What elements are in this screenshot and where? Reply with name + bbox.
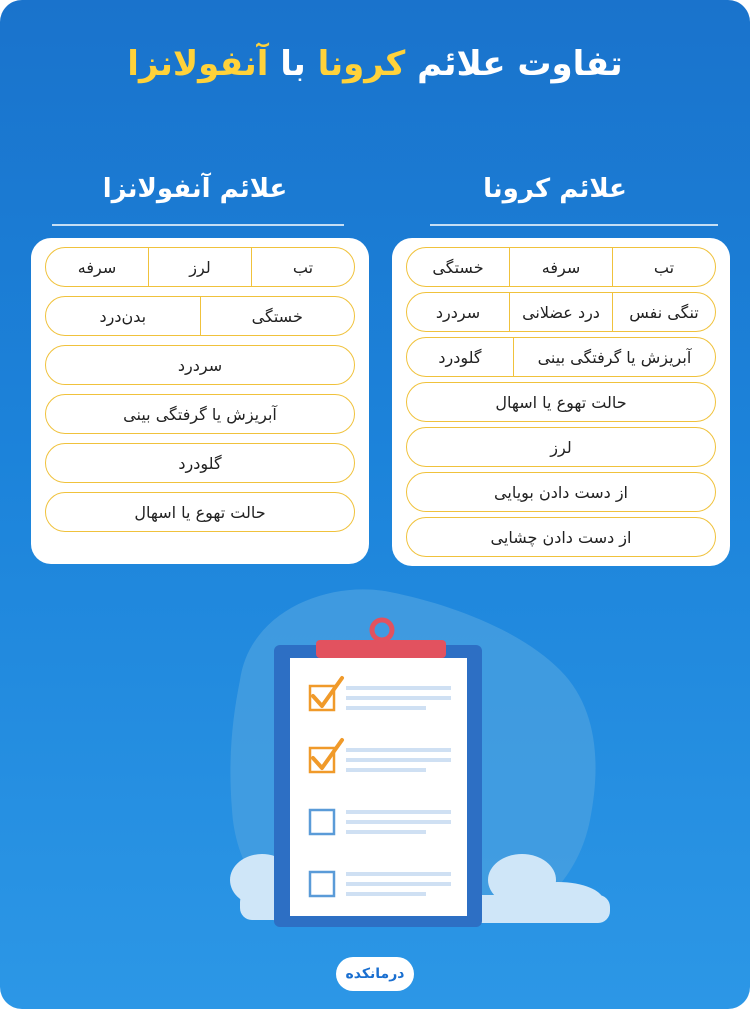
title-highlight-corona: کرونا (317, 44, 406, 84)
symptom-cell: بدن‌درد (99, 306, 147, 326)
flu-heading: علائم آنفولانزا (102, 174, 288, 204)
symptom-cell: سردرد (435, 302, 481, 322)
symptom-cell: تب (612, 248, 715, 286)
brand-logo (335, 955, 415, 993)
symptom-cell: سرفه (77, 257, 117, 277)
page-title (0, 44, 750, 84)
corona-divider (430, 224, 718, 226)
flu-row (45, 247, 355, 287)
symptom-cell: گلودرد (438, 347, 482, 367)
symptom-cell: تب (251, 248, 354, 286)
corona-heading: علائم کرونا (483, 174, 627, 204)
symptom-cell: از دست دادن چشایی (490, 527, 632, 547)
corona-row (406, 427, 716, 467)
corona-row (406, 382, 716, 422)
title-part-3: با (280, 44, 306, 84)
corona-row (406, 337, 716, 377)
symptom-cell: آبریزش یا گرفتگی بینی (123, 404, 277, 424)
flu-row (45, 296, 355, 336)
flu-row (45, 394, 355, 434)
symptom-cell: آبریزش یا گرفتگی بینی (513, 338, 715, 376)
corona-symptoms-card (392, 238, 730, 566)
corona-row (406, 292, 716, 332)
flu-row (45, 443, 355, 483)
symptom-cell: سردرد (177, 355, 223, 375)
symptom-cell: درد عضلانی (509, 293, 612, 331)
flu-row (45, 492, 355, 532)
symptom-cell: لرز (550, 437, 572, 457)
symptom-cell: تنگی نفس (612, 293, 715, 331)
flu-symptoms-card (31, 238, 369, 564)
symptom-cell: از دست دادن بویایی (494, 482, 628, 502)
corona-row (406, 247, 716, 287)
corona-row (406, 517, 716, 557)
symptom-cell: لرز (148, 248, 251, 286)
flu-divider (52, 224, 344, 226)
title-highlight-flu: آنفولانزا (127, 44, 269, 84)
title-part-1: تفاوت علائم (417, 44, 623, 84)
symptom-cell: حالت تهوع یا اسهال (134, 502, 266, 522)
flu-row (45, 345, 355, 385)
corona-row (406, 472, 716, 512)
symptom-cell: خستگی (432, 257, 484, 277)
clipboard-illustration (0, 570, 750, 950)
logo-text: درمانکده (345, 966, 405, 982)
symptom-cell: خستگی (200, 297, 355, 335)
symptom-cell: سرفه (509, 248, 612, 286)
clipboard-clip (316, 640, 446, 658)
symptom-cell: حالت تهوع یا اسهال (495, 392, 627, 412)
symptom-cell: گلودرد (178, 453, 222, 473)
